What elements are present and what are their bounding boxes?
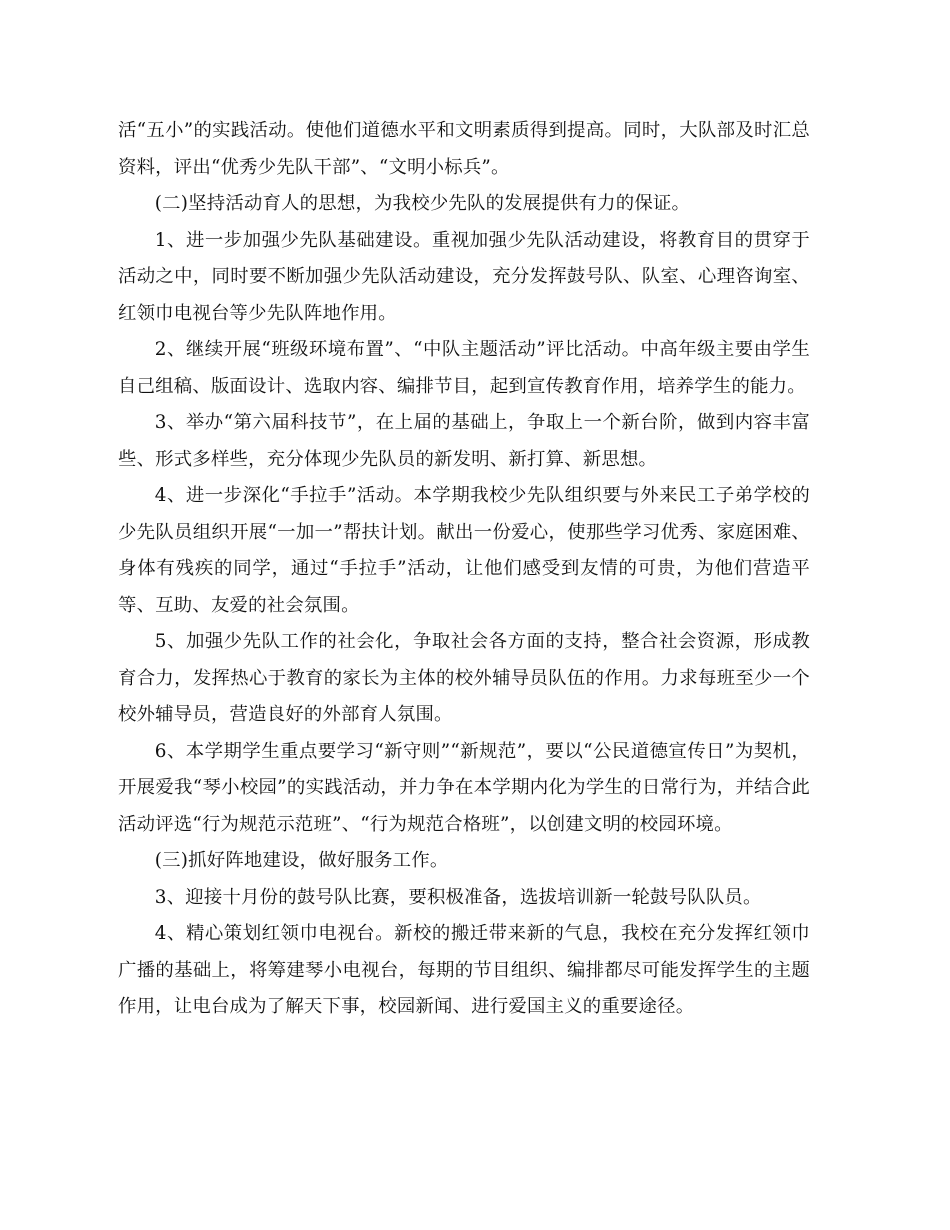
paragraph-item-5: 5、加强少先队工作的社会化，争取社会各方面的支持，整合社会资源，形成教育合力，发挥热心于教育的家长为主体的校外辅导员队伍的作用。力求每班至少一个校外辅导员，营造良好的外部育人氛围。 xyxy=(118,631,810,725)
paragraph-item-1: 1、进一步加强少先队基础建设。重视加强少先队活动建设，将教育目的贯穿于活动之中，同时要不断加强少先队活动建设，充分发挥鼓号队、队室、心理咨询室、红领巾电视台等少先队阵地作用。 xyxy=(118,229,810,324)
section-heading-3: (三)抓好阵地建设，做好服务工作。 xyxy=(154,850,449,871)
document-body xyxy=(118,113,810,1026)
section-heading-2: (二)坚持活动育人的思想，为我校少先队的发展提供有力的保证。 xyxy=(154,193,691,214)
paragraph-item-2: 2、继续开展“班级环境布置”、“中队主题活动”评比活动。中高年级主要由学生自己组稿、版面设计、选取内容、编排节目，起到宣传教育作用，培养学生的能力。 xyxy=(118,339,810,397)
paragraph-continuation: 活“五小”的实践活动。使他们道德水平和文明素质得到提高。同时，大队部及时汇总资料，评出“优秀少先队干部”、“文明小标兵”。 xyxy=(118,120,810,178)
paragraph-item-3b: 3、迎接十月份的鼓号队比赛，要积极准备，选拔培训新一轮鼓号队队员。 xyxy=(154,886,762,908)
paragraph-item-4b: 4、精心策划红领巾电视台。新校的搬迁带来新的气息，我校在充分发挥红领巾广播的基础上，将筹建琴小电视台，每期的节目组织、编排都尽可能发挥学生的主题作用，让电台成为了解天下事，校园新闻、进行爱国主义的重要途径。 xyxy=(118,923,810,1017)
paragraph-item-3: 3、举办“第六届科技节”，在上届的基础上，争取上一个新台阶，做到内容丰富些、形式多样些，充分体现少先队员的新发明、新打算、新思想。 xyxy=(118,412,810,470)
paragraph-item-6: 6、本学期学生重点要学习“新守则”“新规范”，要以“公民道德宣传日”为契机，开展爱我“琴小校园”的实践活动，并力争在本学期内化为学生的日常行为，并结合此活动评选“行为规范示范班”、“行为规范合格班”，以创建文明的校园环境。 xyxy=(118,740,810,835)
paragraph-item-4: 4、进一步深化“手拉手”活动。本学期我校少先队组织要与外来民工子弟学校的少先队员组织开展“一加一”帮扶计划。献出一份爱心，使那些学习优秀、家庭困难、身体有残疾的同学，通过“手拉手”活动，让他们感受到友情的可贵，为他们营造平等、互助、友爱的社会氛围。 xyxy=(118,485,810,616)
